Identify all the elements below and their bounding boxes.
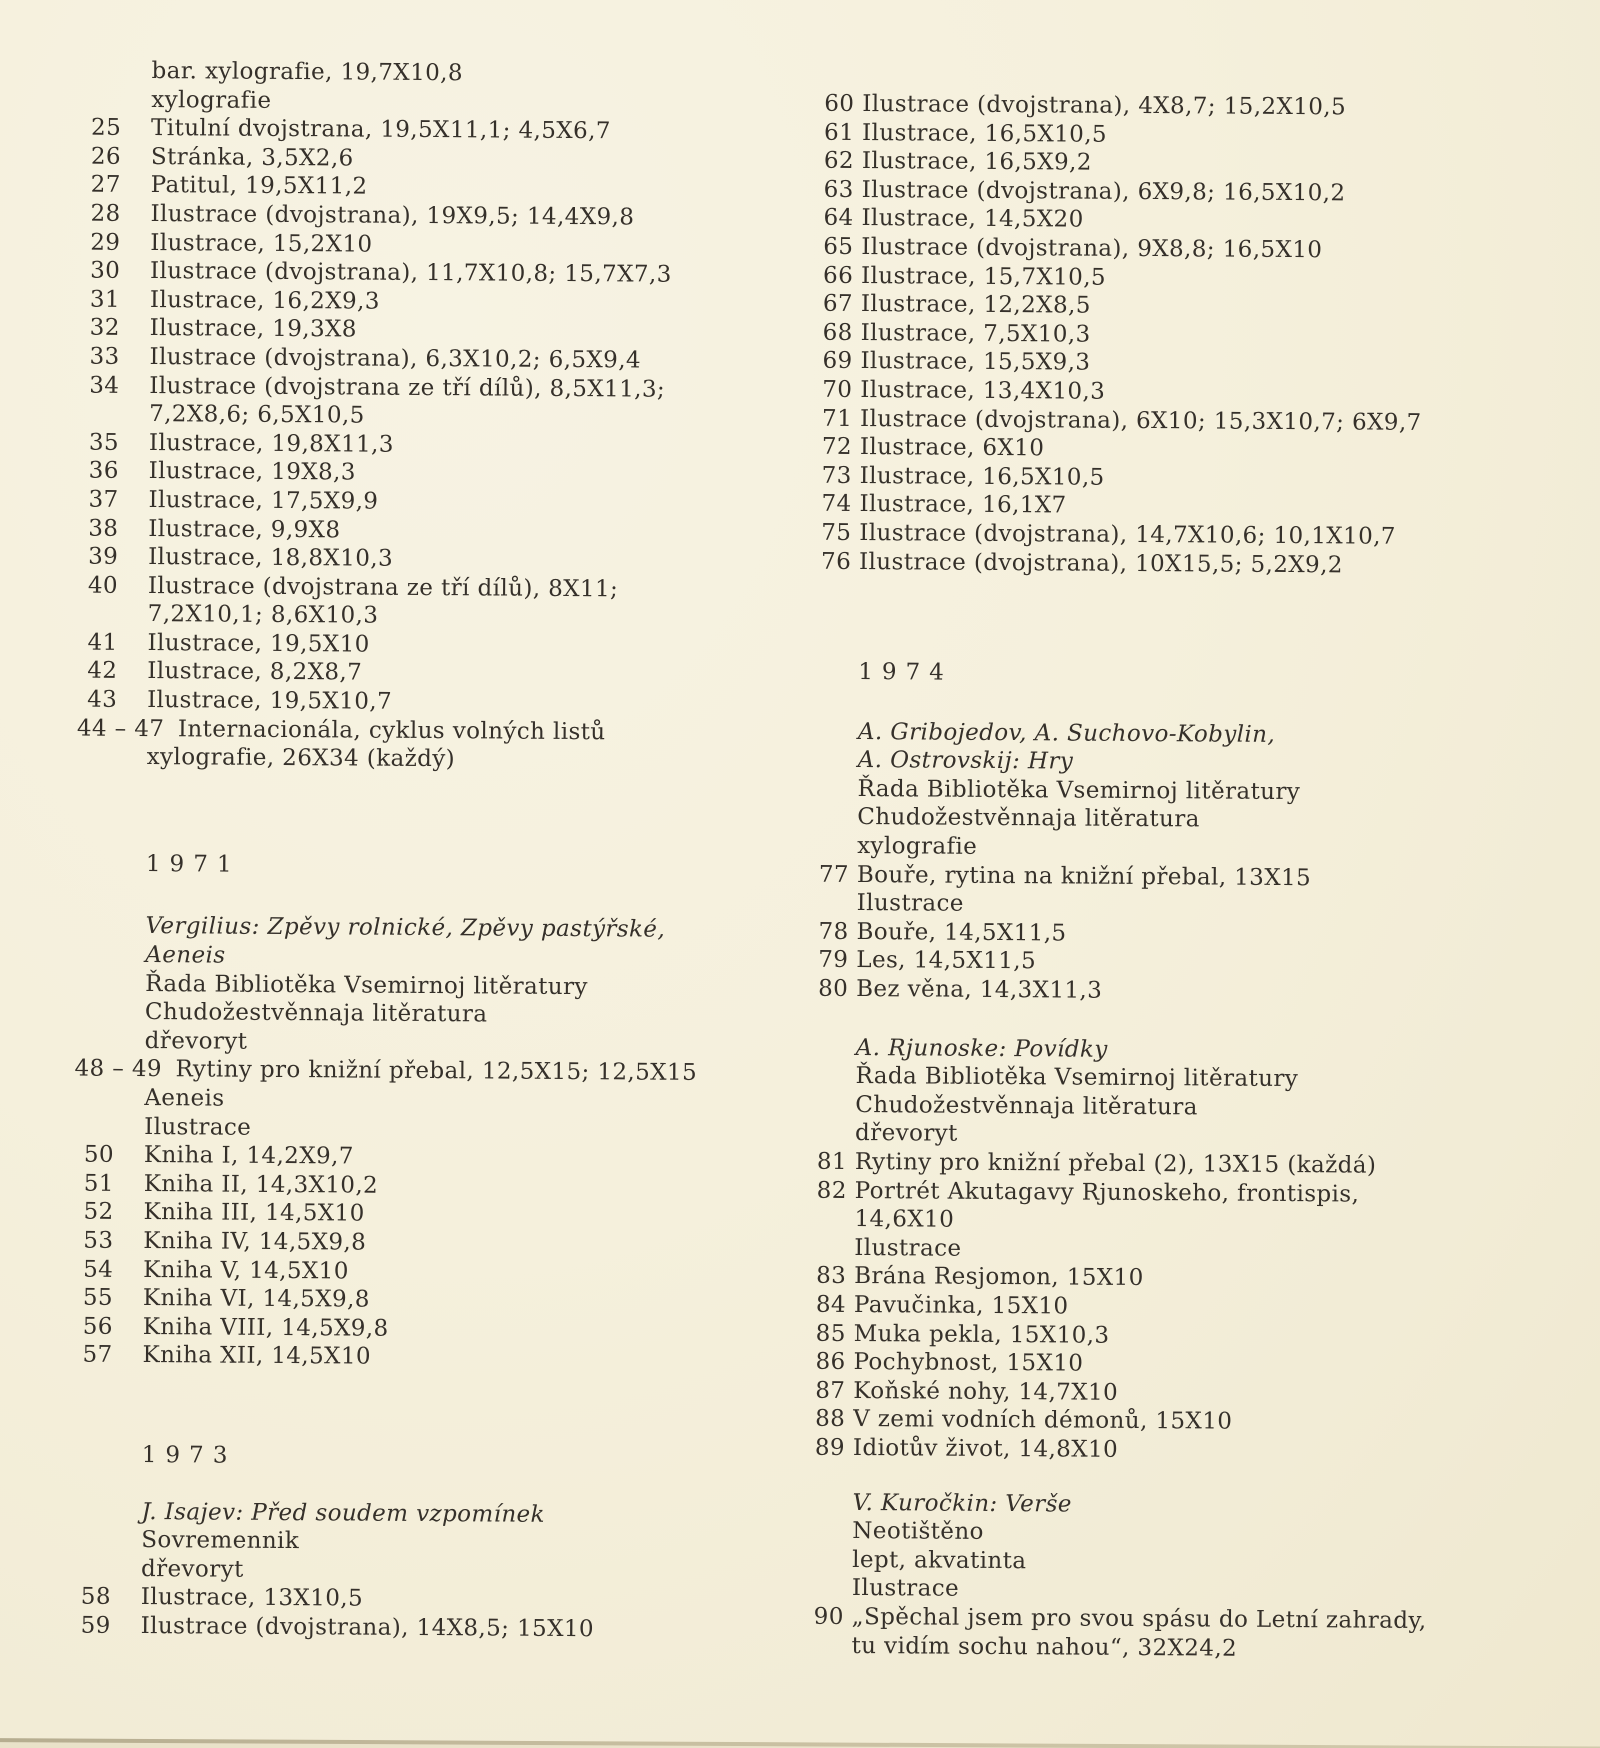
- entry-number: 35: [88, 429, 120, 456]
- entry-number: 78: [818, 918, 849, 945]
- entry-text: [144, 1170, 744, 1203]
- entry-number: 81: [816, 1148, 848, 1175]
- catalog-entry: [91, 114, 751, 147]
- series-technique-lines: [145, 970, 746, 1060]
- entry-text-line: Ilustrace, 19,5X10: [147, 629, 370, 658]
- catalog-entry: [815, 1434, 1555, 1468]
- entry-text: [854, 1177, 1557, 1268]
- entry-text: [143, 1284, 743, 1317]
- catalog-entry: [90, 314, 750, 347]
- entry-text-line: Ilustrace: [854, 1234, 962, 1262]
- entry-text-line: tu vidím sochu nahou“, 32X24,2: [851, 1632, 1238, 1662]
- entry-text: [856, 975, 1558, 1008]
- entry-number: 77: [818, 861, 850, 888]
- entry-text-line: Ilustrace, 19,3X8: [149, 315, 357, 343]
- series-technique-lines: [151, 57, 751, 118]
- entry-number: 72: [821, 433, 853, 461]
- catalog-entry: [818, 975, 1558, 1009]
- entry-text: [149, 429, 749, 462]
- entry-number: 54: [83, 1256, 114, 1283]
- entry-number: 41: [87, 629, 118, 656]
- entry-text-line: Ilustrace, 13,4X10,3: [860, 376, 1106, 405]
- entry-text: [151, 114, 751, 147]
- entry-number: 76: [821, 548, 852, 575]
- entry-text-line: Titulní dvojstrana, 19,5X11,1; 4,5X6,7: [151, 115, 611, 145]
- entry-text: [143, 1198, 743, 1231]
- entry-text: [144, 1055, 745, 1145]
- catalog-entry: [82, 1341, 742, 1374]
- entry-text-line: Ilustrace (dvojstrana ze tří dílů), 8,5X11,3;: [149, 372, 666, 403]
- catalog-entry: [87, 629, 747, 662]
- entry-number: 57: [82, 1341, 113, 1369]
- entry-text-line: Ilustrace (dvojstrana), 4X8,7; 15,2X10,5: [862, 91, 1347, 121]
- entry-text-line: Brána Resjomon, 15X10: [854, 1263, 1144, 1292]
- catalog-entry: [87, 657, 747, 690]
- entry-text-line: Ilustrace, 16,5X10,5: [859, 462, 1105, 491]
- year-heading: 1974: [858, 659, 953, 686]
- entry-text: [142, 1341, 742, 1374]
- entry-text: [141, 1583, 741, 1616]
- entry-text: [151, 143, 751, 176]
- plain-line: Řada Bibliotěka Vsemirnoj litěratury: [145, 970, 588, 1000]
- entry-number: 40: [87, 572, 119, 599]
- entry-text-line: Ilustrace, 7,5X10,3: [860, 319, 1091, 348]
- entry-text-line: 7,2X8,6; 6,5X10,5: [149, 401, 365, 429]
- entry-text: [150, 229, 750, 262]
- entry-text-line: Portrét Akutagavy Rjunoskeho, frontispis,: [854, 1177, 1360, 1208]
- plain-line: bar. xylografie, 19,7X10,8: [151, 58, 464, 87]
- catalog-entry: [76, 714, 747, 776]
- entry-text-line: Ilustrace (dvojstrana), 14,7X10,6; 10,1X10,7: [859, 519, 1396, 550]
- section-gap: [86, 878, 96, 912]
- entry-text: [148, 515, 748, 548]
- entry-number: 86: [815, 1348, 846, 1376]
- entry-text: [147, 686, 747, 719]
- entry-number: 58: [80, 1583, 112, 1611]
- catalog-entry: [821, 547, 1561, 581]
- section-gap: [82, 1370, 92, 1441]
- catalog-entry: [816, 1176, 1557, 1267]
- series-technique-lines: [141, 1526, 741, 1587]
- entry-text: [141, 1612, 741, 1645]
- entry-text-line: xylografie, 26X34 (každý): [146, 744, 456, 773]
- entry-number: 82: [816, 1177, 847, 1204]
- catalog-entry: [91, 171, 751, 204]
- plain-line: Chudožestvěnnaja litěratura: [857, 804, 1200, 833]
- entry-number: 27: [90, 172, 121, 199]
- entry-text-line: Ilustrace: [144, 1113, 252, 1141]
- entry-text: [148, 572, 748, 633]
- entry-text-line: V zemi vodních démonů, 15X10: [853, 1406, 1233, 1435]
- entry-text-line: Les, 14,5X11,5: [856, 947, 1037, 975]
- entry-number: 44 – 47: [76, 715, 165, 742]
- catalog-entry: [83, 1227, 743, 1260]
- plain-line: dřevoryt: [144, 1027, 248, 1055]
- catalog-entry: [819, 860, 1559, 922]
- entry-text-line: Ilustrace, 19X8,3: [148, 458, 356, 486]
- entry-number: 61: [824, 119, 855, 146]
- catalog-entry: [84, 1169, 744, 1202]
- entry-number: 74: [821, 491, 852, 518]
- plain-line: Řada Bibliotěka Vsemirnoj litěratury: [855, 1063, 1299, 1093]
- catalog-entry: [91, 142, 751, 175]
- entry-number: 31: [89, 286, 121, 313]
- entry-text-line: Kniha II, 14,3X10,2: [143, 1170, 379, 1199]
- catalog-entry: [81, 1583, 741, 1616]
- catalog-entry: [87, 686, 747, 719]
- entry-text-line: Ilustrace (dvojstrana), 6,3X10,2; 6,5X9,4: [149, 343, 642, 374]
- entry-number: 53: [83, 1227, 114, 1254]
- entry-text-line: Ilustrace (dvojstrana), 14X8,5; 15X10: [140, 1612, 595, 1643]
- entry-number: 88: [815, 1406, 846, 1433]
- entry-text-line: Stránka, 3,5X2,6: [150, 143, 354, 172]
- entry-text-line: Kniha XII, 14,5X10: [142, 1342, 372, 1370]
- entry-text-line: 14,6X10: [854, 1206, 955, 1233]
- entry-text-line: Ilustrace, 19,5X10,7: [147, 687, 393, 715]
- entry-text: [143, 1227, 743, 1260]
- catalog-entry: [89, 457, 749, 490]
- catalog-entry: [88, 571, 748, 633]
- entry-text: [859, 548, 1561, 581]
- entry-number: 39: [88, 543, 119, 570]
- catalog-entry: [89, 343, 749, 376]
- section-gap: [86, 771, 97, 849]
- entry-text-line: Ilustrace, 14,5X20: [861, 205, 1084, 233]
- entry-number: 87: [815, 1377, 846, 1404]
- entry-text-line: Ilustrace, 6X10: [859, 434, 1045, 462]
- entry-text-line: Ilustrace, 16,5X9,2: [861, 148, 1092, 176]
- entry-number: 70: [822, 376, 853, 403]
- section-gap: [82, 1469, 92, 1497]
- plain-line: Řada Bibliotěka Vsemirnoj litěratury: [857, 775, 1301, 805]
- work-title-line: V. Kuročkin: Verše: [852, 1489, 1072, 1518]
- plain-line: dřevoryt: [855, 1120, 958, 1148]
- entry-number: 60: [824, 90, 855, 117]
- entry-text: [857, 861, 1559, 923]
- work-title: [141, 1498, 741, 1531]
- entry-text-line: Ilustrace (dvojstrana ze tří dílů), 8X11;: [147, 572, 619, 603]
- entry-text: [147, 629, 747, 662]
- entry-text-line: Koňské nohy, 14,7X10: [853, 1377, 1119, 1406]
- catalog-entry: [90, 257, 750, 290]
- catalog-entry: [83, 1284, 743, 1317]
- entry-text-line: Ilustrace (dvojstrana), 19X9,5; 14,4X9,8: [150, 201, 635, 231]
- work-title-line: A. Ostrovskij: Hry: [857, 747, 1074, 775]
- entry-text-line: Bez věna, 14,3X11,3: [856, 976, 1103, 1004]
- entry-text-line: Muka pekla, 15X10,3: [853, 1320, 1110, 1349]
- entry-number: 51: [83, 1170, 114, 1197]
- entry-text: [149, 372, 749, 433]
- entry-text-line: Ilustrace, 16,1X7: [859, 491, 1067, 519]
- entry-number: 37: [88, 486, 119, 513]
- entry-number: 28: [90, 200, 121, 227]
- entry-text-line: 7,2X10,1; 8,6X10,3: [147, 601, 379, 629]
- entry-number: 89: [814, 1434, 846, 1461]
- entry-number: 66: [823, 262, 854, 289]
- catalog-entry: [84, 1141, 744, 1174]
- catalog-entry: [88, 486, 748, 519]
- plain-line: Sovremennik: [141, 1527, 300, 1555]
- entry-text-line: Kniha V, 14,5X10: [143, 1256, 349, 1285]
- entry-text-line: Bouře, rytina na knižní přebal, 13X15: [856, 861, 1312, 891]
- entry-number: 85: [815, 1320, 846, 1347]
- entry-text-line: Pochybnost, 15X10: [853, 1349, 1084, 1377]
- catalog-entry: [83, 1255, 743, 1288]
- work-title-line: A. Rjunoske: Povídky: [855, 1034, 1108, 1063]
- entry-text: [144, 1141, 744, 1174]
- entry-text: [150, 257, 750, 290]
- section-gap: [820, 686, 830, 717]
- entry-number: 29: [90, 229, 121, 256]
- work-title: [145, 912, 745, 973]
- entry-text: [150, 314, 750, 347]
- section-gap: [815, 1462, 825, 1488]
- work-title-line: A. Gribojedov, A. Suchovo-Kobylin,: [857, 718, 1276, 748]
- entry-text-line: Ilustrace, 15,7X10,5: [861, 262, 1107, 291]
- entry-number: 73: [821, 462, 852, 489]
- entry-text-line: Ilustrace, 17,5X9,9: [148, 486, 379, 515]
- entry-text-line: Kniha I, 14,2X9,7: [143, 1142, 354, 1170]
- entry-text: [149, 343, 749, 376]
- entry-text-line: Ilustrace, 16,2X9,3: [149, 286, 380, 315]
- entry-text-line: Ilustrace, 19,8X11,3: [148, 429, 394, 458]
- series-technique-lines: [855, 1062, 1558, 1153]
- entry-number: 83: [816, 1263, 847, 1290]
- entry-text: [151, 171, 751, 204]
- plain-line: xylografie: [151, 86, 272, 114]
- entry-text-line: Internacionála, cyklus volných listů: [177, 715, 606, 745]
- work-title-line: Vergilius: Zpěvy rolnické, Zpěvy pastýřské,: [145, 913, 666, 944]
- entry-number: 50: [83, 1141, 115, 1169]
- entry-text: [148, 543, 748, 576]
- entry-number: 52: [83, 1198, 114, 1226]
- entry-text-line: Aeneis: [144, 1085, 225, 1112]
- plain-line: Chudožestvěnnaja litěratura: [855, 1091, 1198, 1121]
- entry-text-line: Kniha VIII, 14,5X9,8: [142, 1313, 389, 1342]
- section-gap: [818, 1003, 828, 1033]
- entry-text-line: Ilustrace (dvojstrana), 11,7X10,8; 15,7X7,3: [150, 258, 672, 288]
- entry-number: 56: [82, 1313, 113, 1340]
- entry-number: 42: [87, 658, 118, 685]
- entry-number: 67: [822, 290, 854, 318]
- entry-number: 48 – 49: [74, 1055, 163, 1083]
- work-title-line: J. Isajev: Před soudem vzpomínek: [141, 1498, 546, 1528]
- entry-text-line: Rytiny pro knižní přebal (2), 13X15 (každá): [854, 1148, 1377, 1179]
- entry-text-line: Kniha IV, 14,5X9,8: [143, 1228, 367, 1256]
- entry-text-line: Kniha III, 14,5X10: [143, 1199, 365, 1227]
- entry-number: 36: [88, 457, 119, 485]
- entry-number: 30: [90, 257, 121, 285]
- entry-text-line: Ilustrace: [856, 890, 964, 918]
- catalog-entry: [90, 285, 750, 318]
- entry-text-line: Ilustrace, 13X10,5: [140, 1584, 364, 1612]
- entry-number: 84: [815, 1291, 847, 1318]
- entry-text-line: Ilustrace, 9,9X8: [148, 515, 341, 543]
- right-column: [813, 90, 1564, 1665]
- entry-number: 75: [821, 519, 852, 546]
- work-title-line: Aeneis: [145, 942, 226, 969]
- plain-line: lept, akvatinta: [852, 1546, 1027, 1574]
- plain-line: Ilustrace: [851, 1575, 960, 1603]
- entry-number: 26: [90, 143, 122, 170]
- entry-text-line: Ilustrace, 15,5X9,3: [860, 348, 1091, 376]
- entry-text: [149, 457, 749, 490]
- section-gap: [820, 576, 831, 658]
- entry-text-line: Rytiny pro knižní přebal, 12,5X15; 12,5X15: [175, 1056, 698, 1087]
- entry-text-line: Bouře, 14,5X11,5: [856, 918, 1067, 947]
- series-technique-lines: [857, 775, 1560, 866]
- entry-text-line: Ilustrace, 16,5X10,5: [862, 119, 1108, 148]
- entry-text-line: Ilustrace (dvojstrana), 6X10; 15,3X10,7; 6X9,7: [860, 405, 1422, 436]
- catalog-entry: [74, 1055, 745, 1145]
- entry-text: [148, 486, 748, 519]
- catalog-entry: [89, 428, 749, 461]
- entry-number: 68: [822, 319, 853, 346]
- work-title: [858, 718, 1560, 780]
- left-column: [74, 57, 752, 1645]
- entry-text: [147, 658, 747, 691]
- entry-number: 62: [823, 147, 855, 175]
- entry-text-line: Kniha VI, 14,5X9,8: [142, 1285, 370, 1313]
- plain-line: Neotištěno: [852, 1518, 984, 1546]
- entry-number: 69: [822, 348, 853, 375]
- catalog-entry: [813, 1603, 1553, 1665]
- catalog-entry: [81, 1612, 741, 1645]
- entry-number: 79: [818, 947, 849, 974]
- entry-text-line: Pavučinka, 15X10: [853, 1291, 1069, 1320]
- catalog-entry: [90, 200, 750, 233]
- entry-number: 59: [80, 1612, 111, 1639]
- catalog-entry: [83, 1312, 743, 1345]
- catalog-entry: [90, 228, 750, 261]
- catalog-entry: [89, 371, 749, 433]
- catalog-entry: [88, 543, 748, 576]
- entry-number: 43: [87, 686, 118, 713]
- entry-number: 33: [89, 343, 120, 370]
- entry-text-line: Patitul, 19,5X11,2: [150, 172, 368, 200]
- catalog-entry: [83, 1198, 743, 1231]
- entry-text-line: Ilustrace (dvojstrana), 6X9,8; 16,5X10,2: [861, 176, 1346, 207]
- catalog-entry: [88, 514, 748, 547]
- entry-number: 71: [822, 405, 853, 432]
- plain-line: Chudožestvěnnaja litěratura: [144, 999, 488, 1028]
- entry-text-line: Idiotův život, 14,8X10: [852, 1434, 1119, 1463]
- entry-number: 32: [89, 314, 120, 342]
- entry-number: 90: [813, 1603, 844, 1630]
- entry-text: [150, 286, 750, 319]
- plain-line: dřevoryt: [140, 1555, 244, 1583]
- entry-text: [851, 1603, 1553, 1665]
- entry-text: [143, 1256, 743, 1289]
- entry-number: 55: [82, 1284, 114, 1311]
- entry-number: 80: [818, 975, 849, 1002]
- entry-text: [150, 200, 750, 233]
- plain-line: xylografie: [857, 833, 978, 860]
- entry-text-line: „Spěchal jsem pro svou spásu do Letní zahrady,: [851, 1603, 1427, 1634]
- series-technique-lines: [852, 1517, 1555, 1608]
- entry-number: 34: [89, 372, 120, 399]
- entry-text-line: Ilustrace, 18,8X10,3: [148, 544, 394, 572]
- year-heading: 1973: [141, 1441, 237, 1469]
- entry-number: 38: [88, 515, 119, 542]
- entry-number: 65: [823, 233, 854, 260]
- entry-text: [147, 715, 747, 776]
- entry-text-line: Ilustrace, 15,2X10: [150, 229, 373, 258]
- entry-text-line: Ilustrace, 12,2X8,5: [860, 291, 1091, 319]
- entry-number: 63: [823, 176, 854, 203]
- entry-text-line: Ilustrace (dvojstrana), 10X15,5; 5,2X9,2: [859, 548, 1343, 578]
- entry-number: 64: [823, 205, 854, 232]
- entry-text-line: Ilustrace (dvojstrana), 9X8,8; 16,5X10: [861, 233, 1323, 264]
- entry-text-line: Ilustrace, 8,2X8,7: [147, 658, 363, 687]
- entry-text: [143, 1313, 743, 1346]
- year-heading: 1971: [145, 850, 241, 878]
- entry-number: 25: [91, 114, 122, 142]
- entry-text: [853, 1434, 1555, 1467]
